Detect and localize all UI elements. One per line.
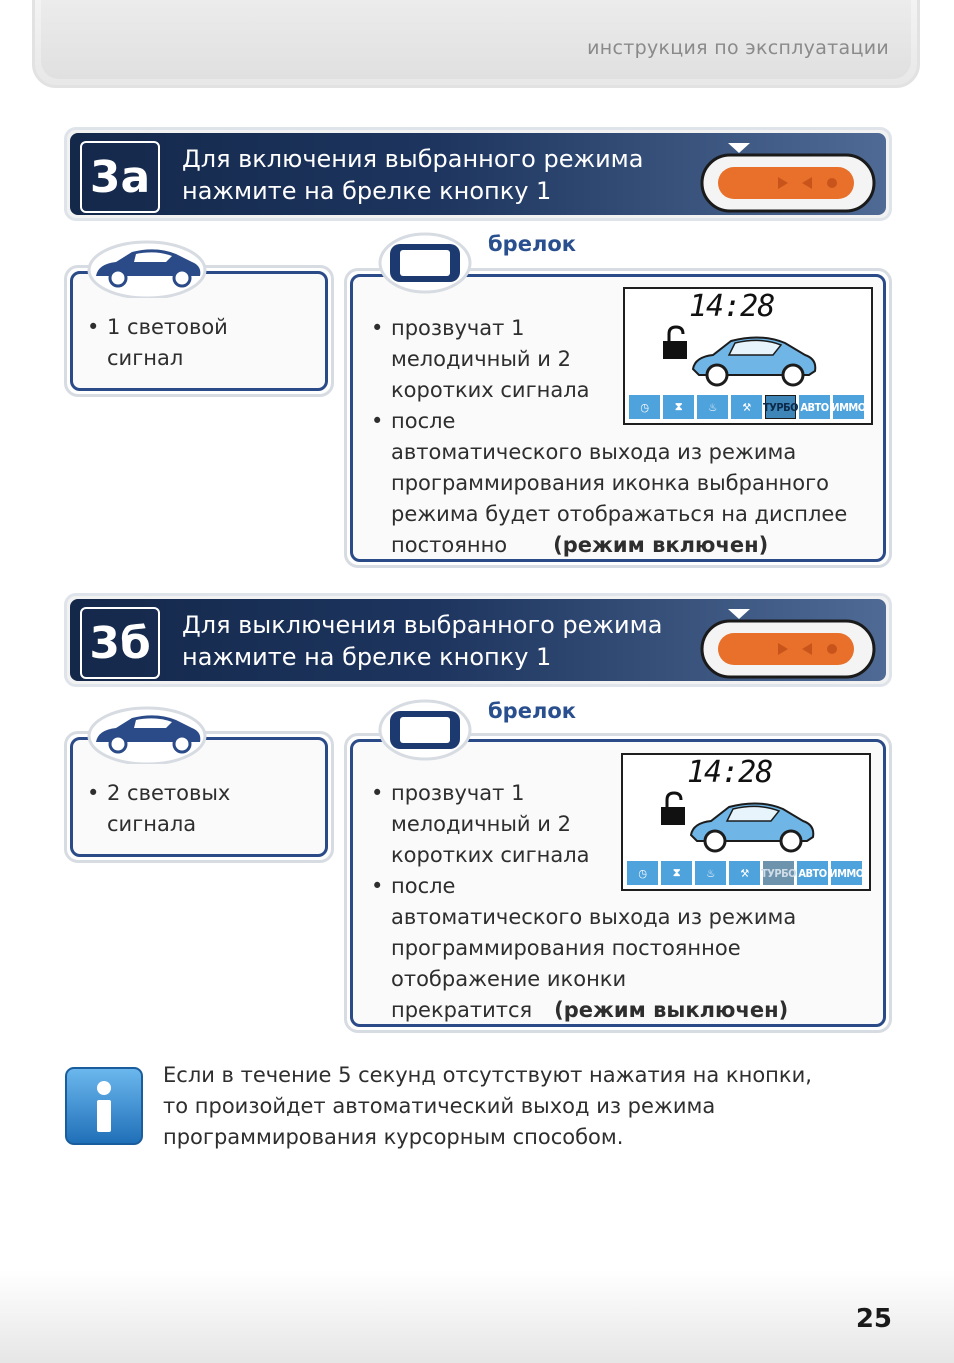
bullet2-3a-line3: программирования иконка выбранного [391, 471, 830, 495]
step-3a-instruction [182, 143, 682, 207]
step-3b-bar-inner [70, 599, 886, 681]
bullet2-3b-line2: автоматического выхода из режима [391, 905, 797, 929]
keyfob-button-1-icon [698, 139, 878, 215]
page-header [32, 0, 920, 88]
bullet2-3b-line5 [391, 995, 796, 1026]
light-signal-3b-line1: • 2 световых [107, 781, 231, 805]
step-3a-bar-inner [70, 133, 886, 215]
keyfob-display-icon [378, 699, 472, 761]
bullet2-3b-last: прекратится [391, 998, 533, 1022]
lcd-car-icon [689, 329, 819, 389]
turbo-icon: ТУРБО [763, 861, 794, 885]
bullet1-3a-line1: • прозвучат 1 [391, 316, 525, 340]
page-number: 25 [855, 1304, 892, 1334]
bullet1-3a-line2: мелодичный и 2 [391, 347, 571, 371]
light-signal-3a-line1: • 1 световой [107, 315, 228, 339]
bullet1-3b-line2: мелодичный и 2 [391, 812, 571, 836]
header-title: инструкция по эксплуатации [587, 37, 889, 59]
keyfob-display-icon [378, 232, 472, 294]
info-line1: Если в течение 5 секунд отсутствуют нажатия на кнопки, [163, 1063, 812, 1087]
fob-response-3a-bullet2 [371, 406, 847, 561]
bullet1-3b-line3: коротких сигнала [391, 843, 590, 867]
page-footer [0, 1270, 954, 1363]
lcd-mode-icons-3a [629, 395, 864, 419]
step-3b-line1: Для выключения выбранного режима [182, 611, 663, 639]
step-3a-line1: Для включения выбранного режима [182, 145, 644, 173]
light-signal-3b-line2: сигнала [107, 812, 197, 836]
bullet2-3b-line1: • после [391, 874, 456, 898]
step-3a-number: 3а [80, 141, 160, 213]
lcd-time-3b: 14:28 [687, 755, 773, 790]
step-3b-line2: нажмите на брелке кнопку 1 [182, 643, 552, 671]
clock-icon: ◷ [627, 861, 658, 885]
fob-response-box-3b [344, 733, 892, 1033]
info-icon [64, 1066, 144, 1146]
light-signal-3a-line2: сигнал [107, 346, 184, 370]
fob-response-box-3a [344, 268, 892, 568]
keyfob-button-1-icon [698, 605, 878, 681]
hourglass-icon: ⧗ [663, 395, 694, 419]
lcd-display-3b [621, 753, 871, 891]
heater-icon: ♨ [697, 395, 728, 419]
immo-icon: ИММО [831, 861, 862, 885]
light-signal-text-3a [87, 312, 317, 374]
step-3a-line2: нажмите на брелке кнопку 1 [182, 177, 552, 205]
bullet2-3a-line2: автоматического выхода из режима [391, 440, 797, 464]
lcd-display-3a [623, 287, 873, 425]
fob-label-3a: брелок [488, 232, 576, 256]
immo-icon: ИММО [833, 395, 864, 419]
car-icon [86, 704, 208, 764]
fob-label-3b: брелок [488, 699, 576, 723]
step-3a-bar [64, 127, 892, 221]
car-icon [86, 238, 208, 298]
wrench-icon: ⚒ [731, 395, 762, 419]
turbo-icon: ТУРБО [765, 395, 796, 419]
bullet2-3a-line5 [391, 530, 847, 561]
bullet2-3a-line1: • после [391, 409, 456, 433]
auto-icon: АВТО [797, 861, 828, 885]
lcd-car-icon [687, 795, 817, 855]
bullet2-3b-line3: программирования постоянное [391, 936, 741, 960]
hourglass-icon: ⧗ [661, 861, 692, 885]
mode-status-3a: (режим включен) [553, 533, 769, 557]
bullet2-3a-line4: режима будет отображаться на дисплее [391, 502, 848, 526]
heater-icon: ♨ [695, 861, 726, 885]
step-3b-number: 3б [80, 607, 160, 679]
bullet2-3b-line4: отображение иконки [391, 967, 627, 991]
lcd-time-3a: 14:28 [689, 289, 775, 324]
fob-response-box-3a-inner [350, 274, 886, 562]
bullet1-3b-line1: • прозвучат 1 [391, 781, 525, 805]
step-3b-bar [64, 593, 892, 687]
bullet1-3a-line3: коротких сигнала [391, 378, 590, 402]
info-line2: то произойдет автоматический выход из режима [163, 1094, 716, 1118]
info-line3: программирования курсорным способом. [163, 1125, 624, 1149]
step-3b-instruction [182, 609, 682, 673]
mode-status-3b: (режим выключен) [554, 998, 789, 1022]
lcd-mode-icons-3b [627, 861, 862, 885]
bullet2-3a-last: постоянно [391, 533, 508, 557]
auto-icon: АВТО [799, 395, 830, 419]
wrench-icon: ⚒ [729, 861, 760, 885]
fob-response-box-3b-inner [350, 739, 886, 1027]
fob-response-3b-bullet2 [371, 871, 796, 1026]
light-signal-text-3b [87, 778, 317, 840]
clock-icon: ◷ [629, 395, 660, 419]
info-note [163, 1060, 863, 1153]
